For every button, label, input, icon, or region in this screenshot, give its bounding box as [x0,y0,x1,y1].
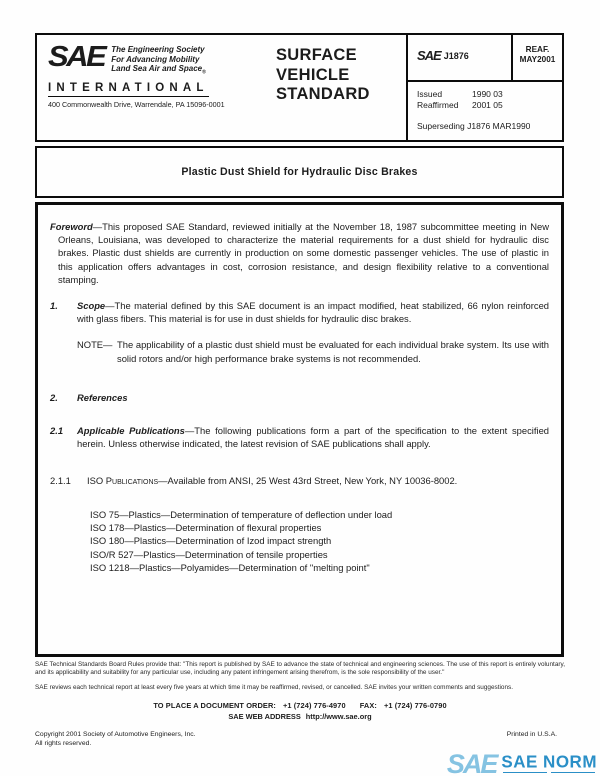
sae-logo-icon: SAE [48,40,105,73]
iso-reference-item: ISO/R 527—Plastics—Determination of tensile properties [90,548,328,560]
reaf-label: REAF. [525,45,550,54]
header-table [35,33,564,142]
doc-type-line-3: STANDARD [276,85,370,103]
registered-mark-icon: ® [202,69,206,76]
order-phone: +1 (724) 776-4970 [282,700,346,710]
sae-logo-tagline [111,45,206,78]
scope-number: 1. [50,300,58,312]
order-label: TO PLACE A DOCUMENT ORDER: [153,700,276,710]
rights-notice: All rights reserved. [35,739,92,747]
fax-phone: +1 (724) 776-0790 [383,700,447,710]
watermark-norm-block [501,753,597,773]
printed-notice: Printed in U.S.A. [506,730,557,738]
iso-publications-label: ISO Publications [87,475,159,487]
main-content [35,202,564,657]
reaf-date: MAY2001 [519,55,556,64]
reaffirmed-badge [511,35,562,80]
applicable-publications-section [50,424,549,450]
note-paragraph [77,338,549,364]
page-title: Plastic Dust Shield for Hydraulic Disc Brakes [181,166,418,178]
references-heading [50,391,549,404]
header-logo-cell [37,35,406,140]
watermark-sae-logo-icon [446,749,497,776]
iso-publications-text: —Available from ANSI, 25 West 43rd Street, New York, NY 10036-8002. [158,475,458,487]
references-label: References [77,391,128,403]
watermark-norm-text: SAE NORM [501,751,597,772]
footer [35,661,565,748]
scope-section [50,299,549,325]
sae-logo [48,40,260,140]
watermark-sae-text: SAE [446,749,497,776]
copyright-block [35,730,196,748]
iso-reference-item: ISO 75—Plastics—Determination of temperature of deflection under load [90,508,393,520]
issued-value: 1990 03 [472,89,503,99]
title-bar [35,146,564,198]
sae-international-label: INTERNATIONAL [48,82,209,97]
reaffirmed-label: Reaffirmed [417,100,459,110]
foreword-paragraph [50,220,549,286]
watermark-rule [501,772,597,773]
iso-reference-list [90,508,549,575]
issued-label: Issued [417,89,443,99]
header-right-column [406,35,562,140]
scope-label: Scope [77,300,106,312]
iso-reference-item: ISO 1218—Plastics—Polyamides—Determination of "melting point" [90,562,370,574]
tagline-line-3: Land Sea Air and Space$_®$ [111,64,206,76]
legal-notice-2: SAE reviews each technical report at least every five years at which time it may be reaffirmed, revised, or cancelled. SAE invites your written comments and suggestions. [35,683,513,691]
reaffirmed-row [417,100,562,111]
web-address-url: http://www.sae.org [305,711,372,721]
tagline-line-1: The Engineering Society [111,45,205,54]
reaffirmed-value: 2001 05 [472,100,503,110]
foreword-text: —This proposed SAE Standard, reviewed initially at the November 18, 1987 subcommittee meeting in New Orleans, Louisiana, was developed to characterize the material requirements for a dust shield for hydraulic disc brakes. Plastic dust shields are currently in production on some domestic passenger vehicles. The use of plastic in this application offers advantages in cost, corrosion resistance, and design flexibility relative to a conventional stamping. [58,221,549,285]
document-number [408,35,511,80]
note-label: NOTE— [77,339,113,351]
superseding-note: Superseding J1876 MAR1990 [417,121,531,131]
copyright-notice: Copyright 2001 Society of Automotive Engineers, Inc. [35,730,196,738]
issued-row [417,89,562,100]
document-order-line [35,701,565,710]
sae-address: 400 Commonwealth Drive, Warrendale, PA 15096-0001 [48,100,225,110]
fax-label: FAX: [359,700,377,710]
document-type [276,44,370,140]
copyright-row [35,730,565,748]
sae-mini-logo-icon: SAE [417,48,441,63]
applicable-publications-label: Applicable Publications [77,425,185,437]
iso-publications-section [50,474,549,487]
foreword-label: Foreword [50,221,93,232]
legal-notice-1: SAE Technical Standards Board Rules provide that: "This report is published by SAE to advance the state of technical and engineering sciences. The use of this report is entirely voluntary, and its applicability and suitability for any particular use, including any patent infringement arising therefrom, is the sole responsibility of the user." [35,661,565,676]
tagline-line-2: For Advancing Mobility [111,54,200,64]
scope-text: —The material defined by this SAE document is an impact modified, heat stabilized, 66 nylon reinforced with glass fibers. This material is for use in dust shields for hydraulic disc brakes. [77,300,549,325]
references-number: 2. [50,391,58,403]
iso-reference-item: ISO 178—Plastics—Determination of flexural properties [90,522,322,534]
document-number-value: J1876 [443,51,469,61]
web-address-label: SAE WEB ADDRESS [228,711,301,721]
web-address-line [35,712,565,721]
doc-type-line-1: SURFACE [276,46,357,64]
doc-type-line-2: VEHICLE [276,65,350,84]
applicable-publications-text: —The following publications form a part of the specification to the extent specified herein. Unless otherwise indicated, the latest revision of SAE publications shall apply. [77,425,550,450]
applicable-publications-number: 2.1 [50,425,64,437]
note-text: The applicability of a plastic dust shield must be evaluated for each individual brake system. Its use with solid rotors and/or high performance brake systems is not recommended. [117,339,549,364]
sae-norm-watermark [446,749,597,776]
iso-reference-item: ISO 180—Plastics—Determination of Izod impact strength [90,535,332,547]
iso-publications-number: 2.1.1 [50,475,71,487]
revision-history [408,82,562,132]
